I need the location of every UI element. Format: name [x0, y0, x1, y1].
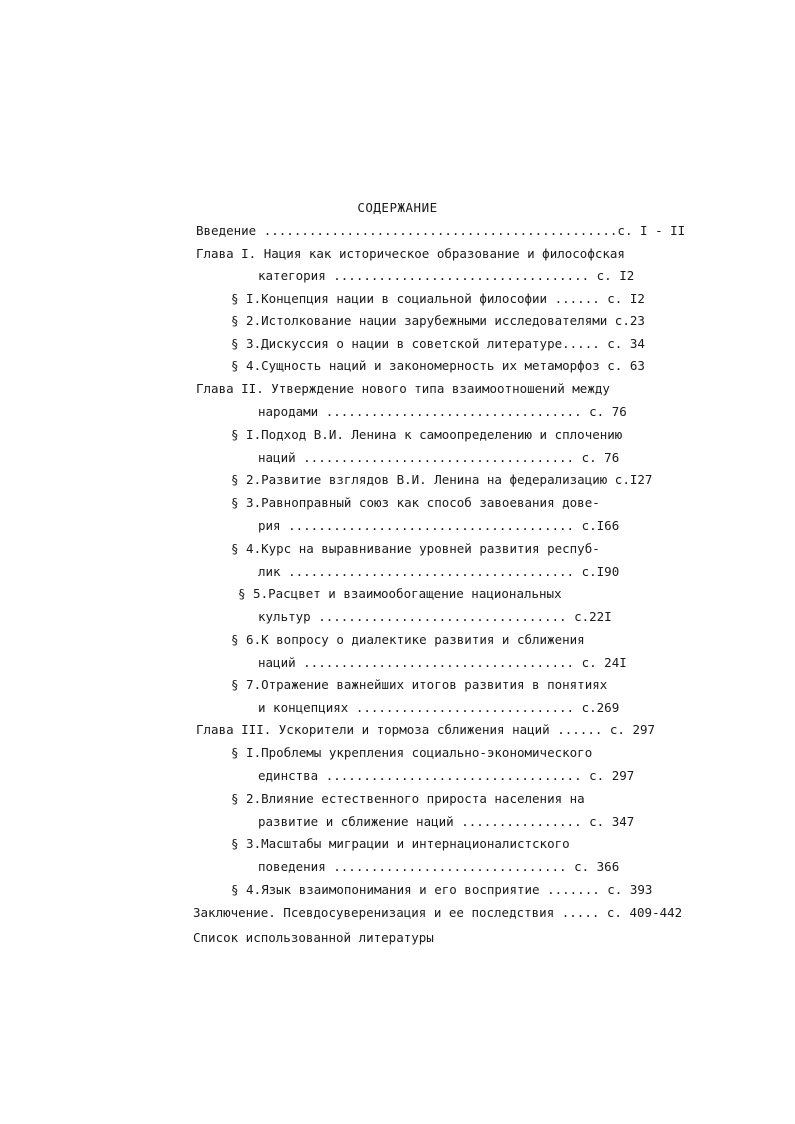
toc-entry-bibliography: Список использованной литературы	[193, 930, 434, 945]
toc-section-2-3-cont: рия ...................................... с.I66	[258, 518, 620, 533]
toc-section-1-2: § 2.Истолкование нации зарубежными исследователями с.23	[231, 313, 645, 328]
toc-section-3-3-cont: поведения ............................... с. 366	[258, 859, 620, 874]
toc-section-2-5-cont: культур ................................. с.22I	[258, 609, 612, 624]
toc-section-2-6: § 6.К вопросу о диалектике развития и сближения	[231, 632, 585, 647]
toc-section-3-2: § 2.Влияние естественного прироста населения на	[231, 791, 585, 806]
toc-section-2-3: § 3.Равноправный союз как способ завоевания дове-	[231, 495, 600, 510]
toc-section-2-4: § 4.Курс на выравнивание уровней развития респуб-	[231, 541, 600, 556]
toc-section-3-2-cont: развитие и сближение наций ................ с. 347	[258, 814, 635, 829]
toc-chapter-2-heading-cont: народами .................................. с. 76	[258, 404, 627, 419]
toc-section-3-1-cont: единства .................................. с. 297	[258, 768, 635, 783]
toc-section-2-1-cont: наций .................................... с. 76	[258, 450, 620, 465]
toc-section-2-5: § 5.Расцвет и взаимообогащение национальных	[238, 586, 562, 601]
toc-section-1-1: § I.Концепция нации в социальной философии ...... с. I2	[231, 291, 645, 306]
toc-section-2-1: § I.Подход В.И. Ленина к самоопределению и сплочению	[231, 427, 623, 442]
toc-section-2-7-cont: и концепциях ............................. с.269	[258, 700, 620, 715]
toc-section-1-4: § 4.Сущность наций и закономерность их метаморфоз с. 63	[231, 358, 645, 373]
toc-section-2-4-cont: лик ...................................... с.I90	[258, 564, 620, 579]
toc-section-2-7: § 7.Отражение важнейших итогов развития в понятиях	[231, 677, 608, 692]
toc-chapter-1-heading: Глава I. Нация как историческое образование и философская	[196, 246, 625, 261]
toc-section-2-6-cont: наций .................................... с. 24I	[258, 655, 627, 670]
toc-entry-introduction: Введение ...............................................с. I - II	[196, 223, 686, 238]
toc-section-3-4: § 4.Язык взаимопонимания и его восприятие ....... с. 393	[231, 882, 653, 897]
toc-section-3-1: § I.Проблемы укрепления социально-экономического	[231, 745, 593, 760]
toc-section-2-2: § 2.Развитие взглядов В.И. Ленина на федерализацию с.I27	[231, 472, 653, 487]
toc-section-3-3: § 3.Масштабы миграции и интернационалистского	[231, 836, 570, 851]
toc-chapter-2-heading: Глава II. Утверждение нового типа взаимоотношений между	[196, 381, 610, 396]
toc-entry-conclusion: Заключение. Псевдосуверенизация и ее последствия ..... с. 409-442	[193, 905, 683, 920]
toc-chapter-3-heading: Глава III. Ускорители и тормоза сближения наций ...... с. 297	[196, 722, 656, 737]
toc-chapter-1-heading-cont: категория .................................. с. I2	[258, 268, 635, 283]
toc-section-1-3: § 3.Дискуссия о нации в советской литературе..... с. 34	[231, 336, 645, 351]
page-title: СОДЕРЖАНИЕ	[357, 200, 438, 215]
